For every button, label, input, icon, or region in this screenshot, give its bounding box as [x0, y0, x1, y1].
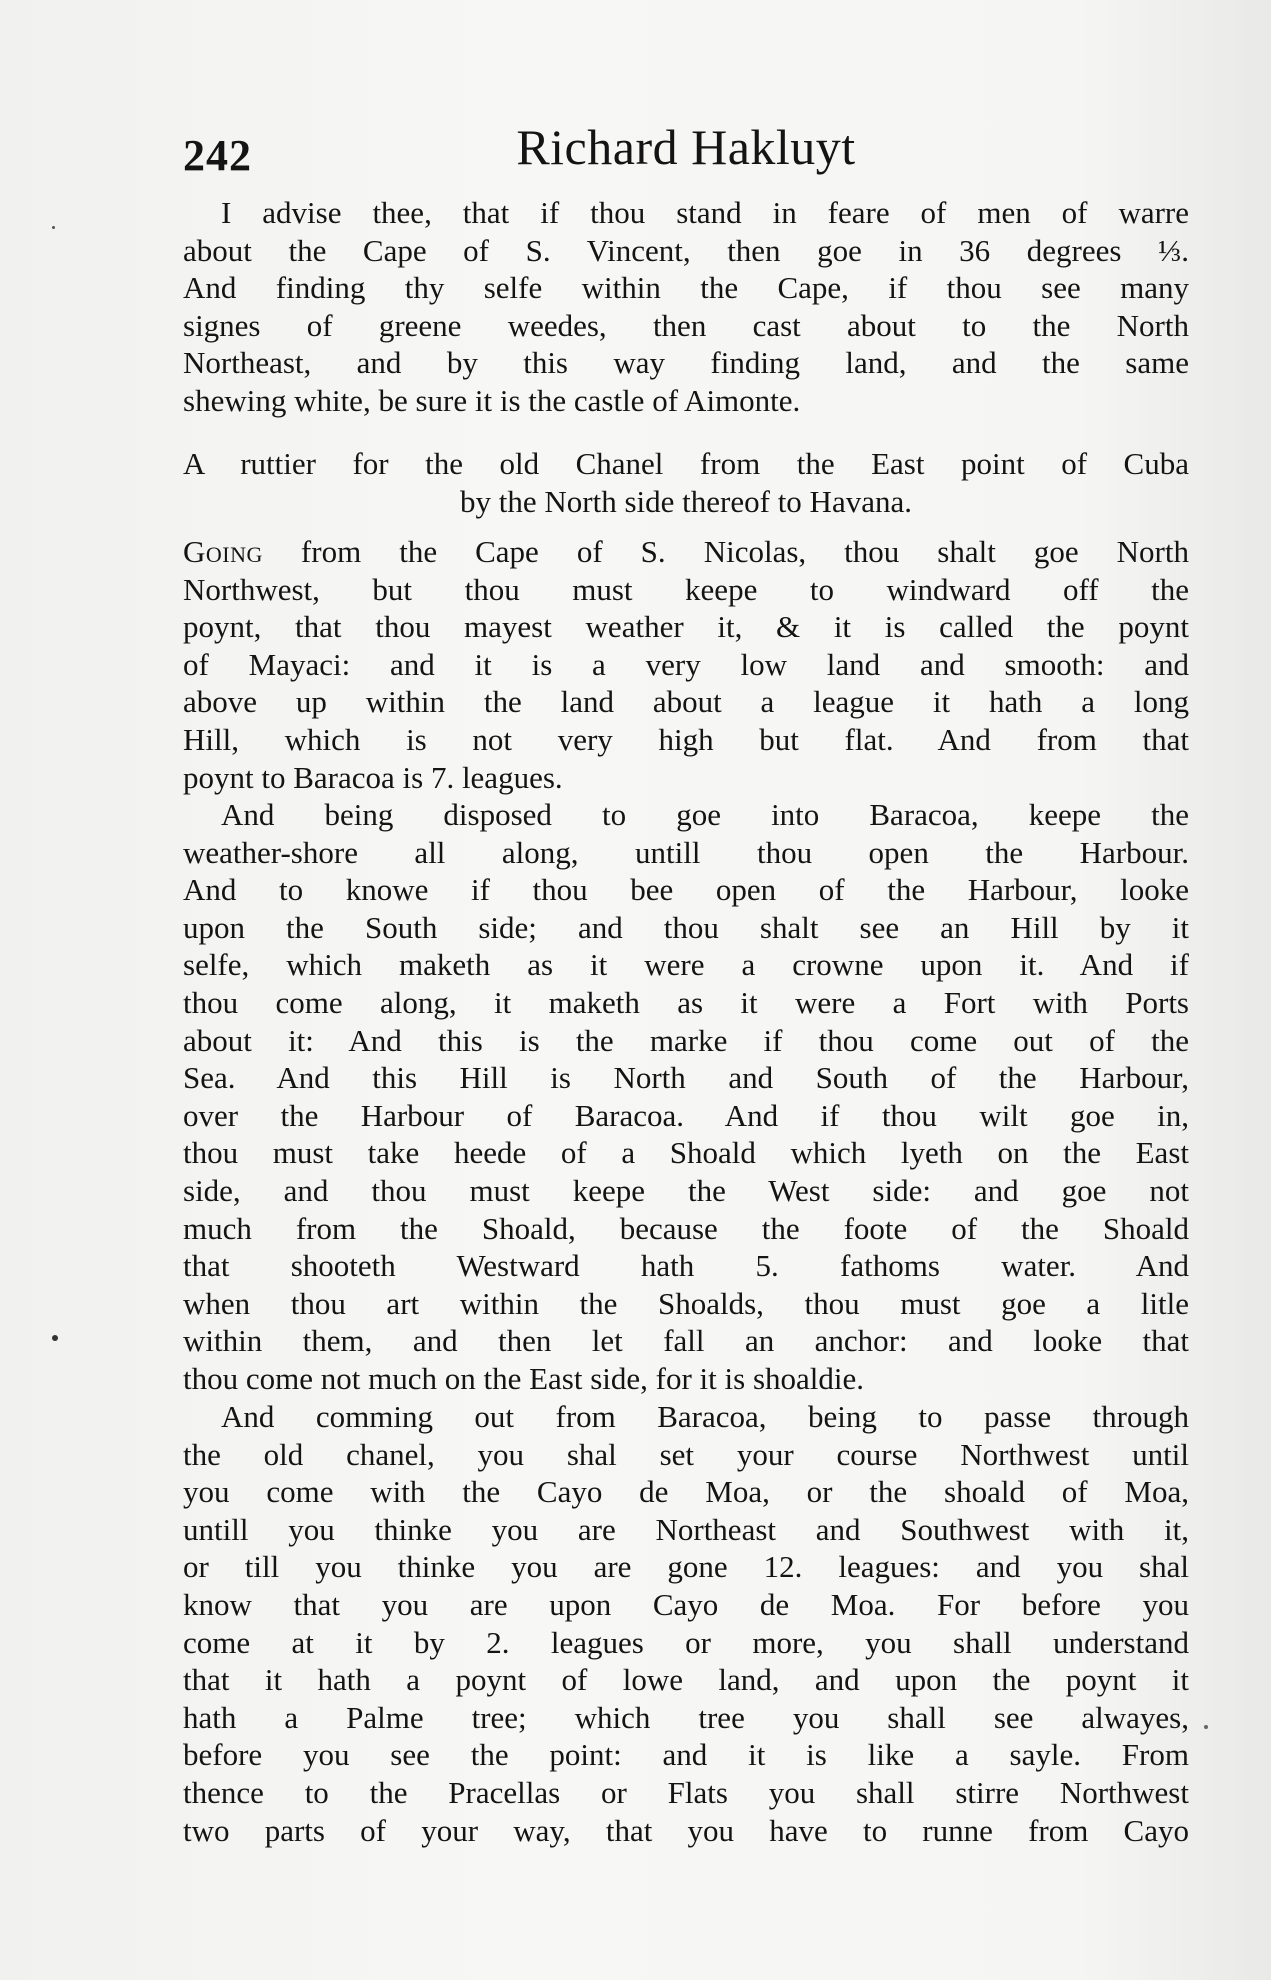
scan-speck — [1204, 1725, 1208, 1729]
text-line: And to knowe if thou bee open of the Harbour, looke — [183, 872, 1189, 908]
scan-speck — [52, 1335, 58, 1341]
text-line: that it hath a poynt of lowe land, and upon the poynt it — [183, 1662, 1189, 1698]
text-line: before you see the point: and it is like a sayle. From — [183, 1737, 1189, 1773]
text-line: within them, and then let fall an anchor: and looke that — [183, 1323, 1189, 1359]
text-line: And finding thy selfe within the Cape, if thou see many — [183, 270, 1189, 306]
text-line: Northeast, and by this way finding land, and the same — [183, 345, 1189, 381]
text-line: thou come along, it maketh as it were a Fort with Ports — [183, 984, 1189, 1020]
text-line: shewing white, be sure it is the castle of Aimonte. — [183, 382, 801, 418]
heading-line: by the North side thereof to Havana. — [460, 483, 912, 519]
text-line: when thou art within the Shoalds, thou must goe a litle — [183, 1285, 1189, 1321]
page-header — [183, 118, 1189, 188]
text-line: above up within the land about a league it hath a long — [183, 684, 1189, 720]
text-line: know that you are upon Cayo de Moa. For before you — [183, 1586, 1189, 1622]
page-number: 242 — [183, 131, 252, 180]
text-line: Sea. And this Hill is North and South of the Harbour, — [183, 1060, 1189, 1096]
text-line: poynt, that thou mayest weather it, & it is called the poynt — [183, 609, 1189, 645]
text-line: the old chanel, you shal set your course Northwest until — [183, 1436, 1189, 1472]
text-line: over the Harbour of Baracoa. And if thou wilt goe in, — [183, 1097, 1189, 1133]
text-line: weather-shore all along, untill thou open the Harbour. — [183, 834, 1189, 870]
running-title: Richard Hakluyt — [516, 119, 856, 175]
paragraph-4 — [183, 1398, 1189, 1849]
text-line: signes of greene weedes, then cast about to the North — [183, 307, 1189, 343]
text-line: selfe, which maketh as it were a crowne upon it. And if — [183, 947, 1189, 983]
text-line: thou must take heede of a Shoald which lyeth on the East — [183, 1135, 1189, 1171]
text-line: about the Cape of S. Vincent, then goe in 36 degrees ⅓. — [183, 232, 1189, 268]
text-line: much from the Shoald, because the foote of the Shoald — [183, 1210, 1189, 1246]
text-line-rest: from the Cape of S. Nicolas, thou shalt goe North — [262, 534, 1189, 569]
text-line: And comming out from Baracoa, being to passe through — [221, 1399, 1189, 1434]
text-line: you come with the Cayo de Moa, or the shoald of Moa, — [183, 1474, 1189, 1510]
text-line: poynt to Baracoa is 7. leagues. — [183, 759, 563, 795]
text-line: side, and thou must keepe the West side: and goe not — [183, 1172, 1189, 1208]
text-line: or till you thinke you are gone 12. leagues: and you shal — [183, 1549, 1189, 1585]
text-line: Hill, which is not very high but flat. And from that — [183, 721, 1189, 757]
text-line: hath a Palme tree; which tree you shall see alwayes, — [183, 1699, 1189, 1735]
heading-line: A ruttier for the old Chanel from the East point of Cuba — [183, 446, 1189, 481]
text-line — [183, 533, 1189, 571]
section-heading — [183, 445, 1189, 520]
scan-speck — [52, 226, 55, 229]
paragraph-3 — [183, 796, 1189, 1398]
text-line: Northwest, but thou must keepe to windward off the — [183, 571, 1189, 607]
text-line: two parts of your way, that you have to runne from Cayo — [183, 1812, 1189, 1848]
text-line: of Mayaci: and it is a very low land and smooth: and — [183, 646, 1189, 682]
drop-word: Going — [183, 534, 263, 569]
text-line: about it: And this is the marke if thou come out of the — [183, 1022, 1189, 1058]
text-line: I advise thee, that if thou stand in feare of men of warre — [221, 195, 1189, 230]
text-line: that shooteth Westward hath 5. fathoms water. And — [183, 1248, 1189, 1284]
text-line: thou come not much on the East side, for it is shoaldie. — [183, 1360, 865, 1396]
text-line: upon the South side; and thou shalt see an Hill by it — [183, 909, 1189, 945]
text-line: come at it by 2. leagues or more, you shall understand — [183, 1624, 1189, 1660]
paragraph-1 — [183, 194, 1189, 420]
text-line: And being disposed to goe into Baracoa, keepe the — [221, 797, 1189, 832]
text-line: thence to the Pracellas or Flats you shall stirre Northwest — [183, 1774, 1189, 1810]
text-line: untill you thinke you are Northeast and Southwest with it, — [183, 1511, 1189, 1547]
paragraph-2 — [183, 533, 1189, 796]
